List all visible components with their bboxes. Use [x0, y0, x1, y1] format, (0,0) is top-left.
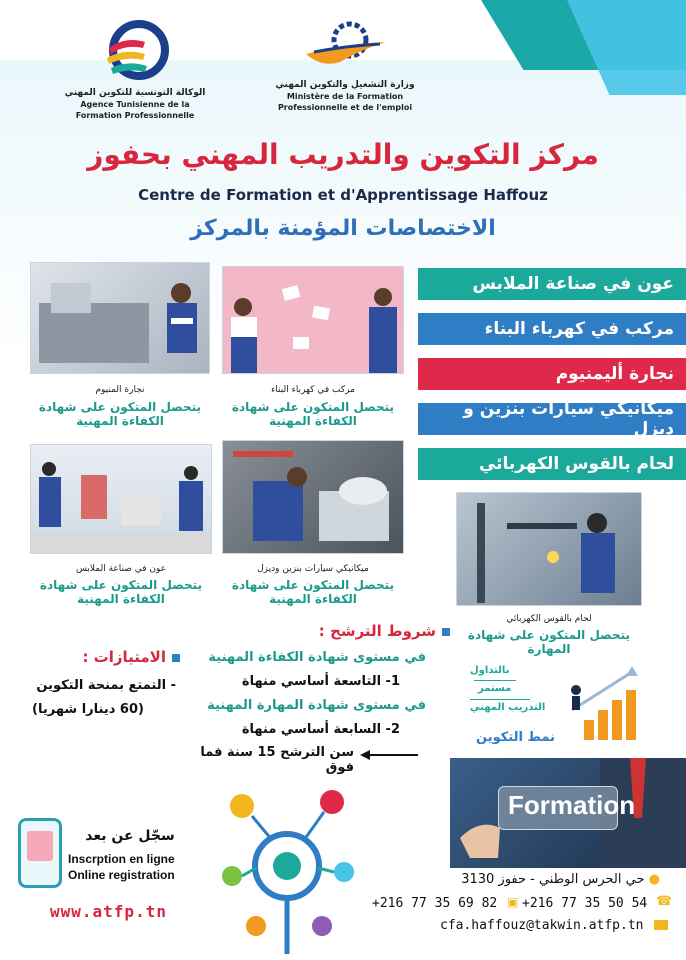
location-pin-icon: ●	[648, 872, 660, 887]
conditions-heading-text: شروط الترشح :	[318, 622, 436, 640]
email-icon	[654, 920, 668, 930]
mode-connector	[470, 699, 530, 700]
photo-welding-workshop	[456, 492, 642, 606]
specialty-label: ميكانيكي سيارات بنزين و ديزل	[463, 399, 674, 439]
phone-icon	[18, 818, 62, 888]
photo-caption: مركب في كهرباء البناء	[271, 385, 355, 395]
photo-certificate: يتحصل المتكون على شهادة الكفاءة المهنية	[39, 578, 203, 606]
registration-fr: Inscrption en ligne	[68, 852, 175, 866]
website-link[interactable]: www.atfp.tn	[50, 902, 167, 921]
condition-level2: في مستوى شهادة المهارة المهنية	[207, 698, 426, 713]
center-title-ar: مركز التكوين والتدريب المهني بحفوز	[87, 138, 599, 171]
photo-certificate: يتحصل المتكون على شهادة المهارة	[467, 628, 631, 656]
specialty-banner	[418, 358, 686, 390]
specialty-banner	[418, 268, 686, 300]
ministry-name-fr: Ministère de la Formation Professionnelle et de l'emploi	[277, 92, 413, 112]
education-brain-illustration	[212, 776, 362, 960]
specialties-heading: الاختصاصات المؤمنة بالمركز	[190, 216, 496, 241]
photo-caption: نجارة المنيوم	[95, 385, 145, 395]
mode-alternating: بالتداول	[470, 665, 510, 676]
specialty-label: لحام بالقوس الكهربائي	[478, 454, 674, 474]
condition-level1-req: 1- التاسعة أساسي منهاة	[241, 674, 400, 689]
fax-icon: ▣	[507, 895, 519, 909]
condition-level1: في مستوى شهادة الكفاءة المهنية	[208, 650, 426, 665]
photo-electricity-workshop	[222, 266, 404, 374]
photo-clothing-illustration	[31, 445, 212, 554]
atfp-logo-block	[60, 18, 210, 121]
photo-mechanics-illustration	[223, 441, 404, 554]
formation-label: Formation	[508, 790, 636, 820]
atfp-name-fr: Agence Tunisienne de la Formation Professionnelle	[75, 100, 195, 120]
photo-certificate: يتحصل المتكون على شهادة الكفاءة المهنية	[231, 578, 395, 606]
bullet-icon	[442, 628, 450, 636]
specialty-banner	[418, 399, 686, 439]
phone-handset-icon: ☎	[656, 894, 673, 909]
specialty-label: نجارة أليمنيوم	[555, 364, 674, 384]
photo-electricity-illustration	[223, 267, 404, 374]
contact-address	[420, 872, 660, 887]
photo-caption: لحام بالقوس الكهربائي	[506, 614, 592, 624]
ministry-logo-block	[260, 18, 430, 113]
registration-ar: سجّل عن بعد	[85, 828, 175, 844]
ministry-logo	[300, 18, 390, 80]
contact-phone2[interactable]: +216 77 35 69 82	[372, 896, 498, 911]
photo-caption: ميكانيكي سيارات بنزين وديزل	[257, 564, 369, 574]
arrow-left-icon	[360, 748, 420, 762]
ministry-name-ar: وزارة التشغيل والتكوين المهني	[275, 80, 415, 90]
brain-icon	[212, 776, 362, 960]
bullet-icon	[172, 654, 180, 662]
contact-email[interactable]: cfa.haffouz@takwin.atfp.tn	[440, 918, 644, 933]
center-title-fr: Centre de Formation et d'Apprentissage Haffouz	[138, 186, 548, 204]
photo-certificate: يتحصل المتكون على شهادة الكفاءة المهنية	[38, 400, 202, 428]
privileges-heading	[60, 648, 180, 666]
formation-banner	[450, 758, 686, 868]
registration-en: Online registration	[68, 868, 175, 882]
training-modes-title: نمط التكوين	[476, 730, 555, 745]
conditions-heading	[300, 622, 450, 640]
atfp-name-ar: الوكالة التونسية للتكوين المهني	[64, 88, 206, 98]
mode-connector	[474, 680, 516, 681]
privilege-item: (60 دينارا شهريا)	[32, 702, 144, 717]
privilege-item: - التمتع بمنحة التكوين	[36, 678, 176, 693]
specialty-banner	[418, 448, 686, 480]
phone-screen	[27, 831, 53, 861]
photo-certificate: يتحصل المتكون على شهادة الكفاءة المهنية	[231, 400, 395, 428]
photo-welding-illustration	[457, 493, 642, 606]
photo-aluminium-illustration	[31, 263, 210, 374]
contact-phone1[interactable]: +216 77 35 50 54	[522, 896, 648, 911]
address-text: حي الحرس الوطني - حفوز 3130	[461, 872, 645, 887]
specialty-label: مركب في كهرباء البناء	[484, 319, 674, 339]
mode-continuous: مستمر	[478, 683, 512, 694]
photo-mechanics-workshop	[222, 440, 404, 554]
atfp-logo	[95, 18, 175, 88]
mode-apprenticeship: التدريب المهني	[470, 702, 546, 713]
specialty-label: عون في صناعة الملابس	[472, 274, 674, 294]
specialty-banner	[418, 313, 686, 345]
privileges-heading-text: الامتيازات :	[82, 648, 166, 666]
photo-caption: عون في صناعة الملابس	[75, 564, 167, 574]
photo-aluminium-workshop	[30, 262, 210, 374]
condition-age: سن الترشح 15 سنة فما فوق	[200, 745, 354, 775]
photo-clothing-workshop	[30, 444, 212, 554]
condition-level2-req: 2- السابعة أساسي منهاة	[241, 722, 400, 737]
